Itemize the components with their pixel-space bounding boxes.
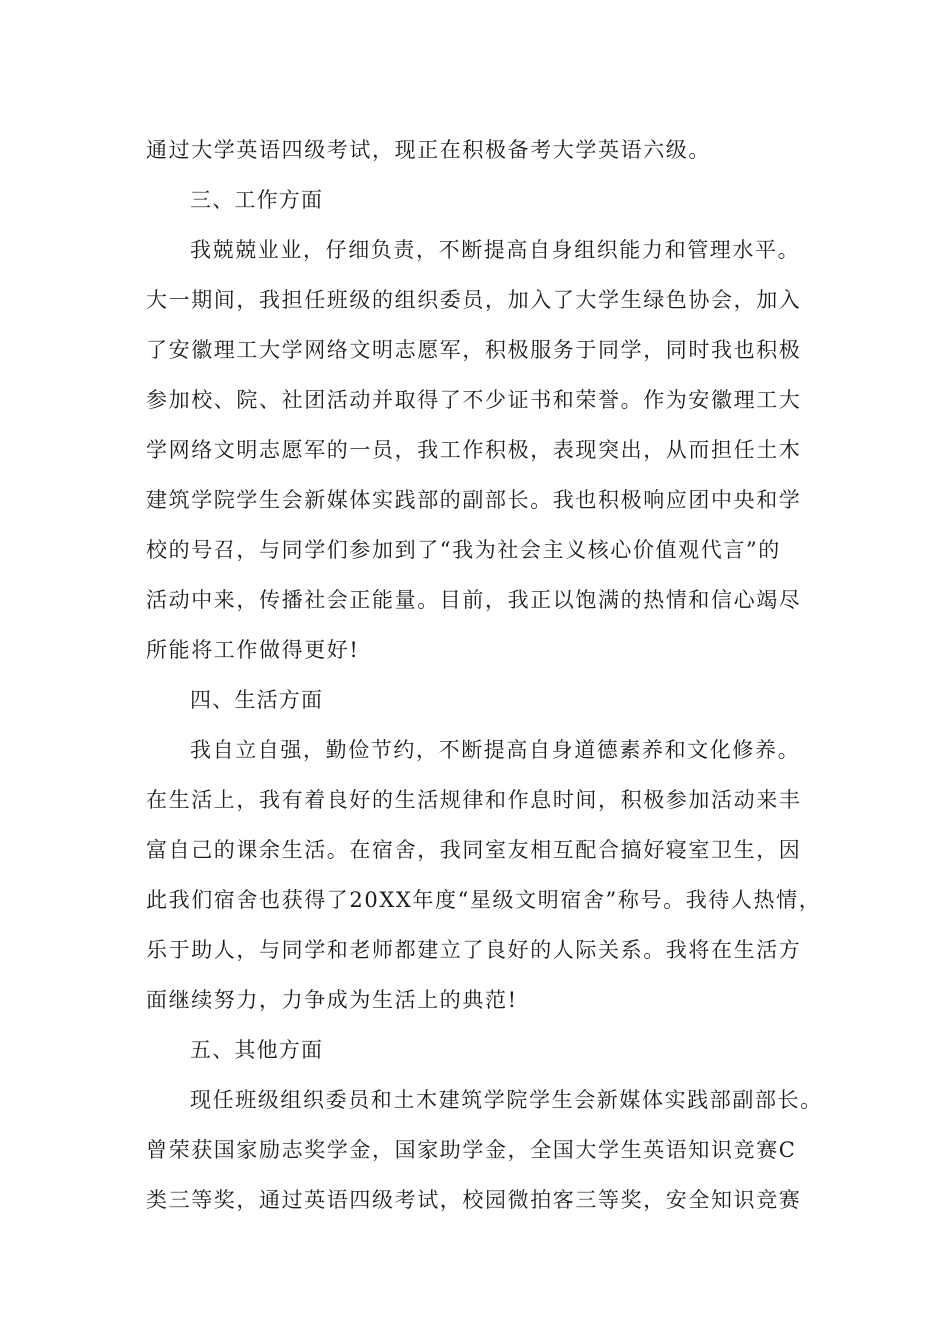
paragraph-line: 大一期间，我担任班级的组织委员，加入了大学生绿色协会，加入 — [146, 288, 802, 312]
section-heading-work: 三、工作方面 — [190, 188, 324, 212]
paragraph-line: 建筑学院学生会新媒体实践部的副部长。我也积极响应团中央和学 — [146, 488, 802, 512]
paragraph-line: 我自立自强，勤俭节约，不断提高自身道德素养和文化修养。 — [190, 738, 801, 762]
paragraph-line: 此我们宿舍也获得了20XX年度“星级文明宿舍”称号。我待人热情， — [146, 888, 822, 912]
paragraph-line: 类三等奖，通过英语四级考试，校园微拍客三等奖，安全知识竞赛 — [146, 1188, 802, 1212]
paragraph-line: 学网络文明志愿军的一员，我工作积极，表现突出，从而担任土木 — [146, 438, 802, 462]
section-heading-other: 五、其他方面 — [190, 1038, 324, 1062]
paragraph-line: 乐于助人，与同学和老师都建立了良好的人际关系。我将在生活方 — [146, 938, 802, 962]
paragraph-line: 通过大学英语四级考试，现正在积极备考大学英语六级。 — [146, 138, 711, 162]
paragraph-line: 参加校、院、社团活动并取得了不少证书和荣誉。作为安徽理工大 — [146, 388, 802, 412]
paragraph-line: 面继续努力，力争成为生活上的典范! — [146, 988, 518, 1012]
paragraph-line: 曾荣获国家励志奖学金，国家助学金，全国大学生英语知识竞赛C — [146, 1138, 797, 1162]
paragraph-line: 现任班级组织委员和土木建筑学院学生会新媒体实践部副部长。 — [190, 1088, 823, 1112]
paragraph-line: 校的号召，与同学们参加到了“我为社会主义核心价值观代言”的 — [146, 538, 781, 562]
paragraph-line: 活动中来，传播社会正能量。目前，我正以饱满的热情和信心竭尽 — [146, 588, 802, 612]
paragraph-line: 了安徽理工大学网络文明志愿军，积极服务于同学，同时我也积极 — [146, 338, 802, 362]
paragraph-line: 所能将工作做得更好! — [146, 638, 360, 662]
section-heading-life: 四、生活方面 — [190, 688, 324, 712]
paragraph-line: 富自己的课余生活。在宿舍，我同室友相互配合搞好寝室卫生，因 — [146, 838, 802, 862]
paragraph-line: 在生活上，我有着良好的生活规律和作息时间，积极参加活动来丰 — [146, 788, 802, 812]
paragraph-line: 我兢兢业业，仔细负责，不断提高自身组织能力和管理水平。 — [190, 238, 801, 262]
